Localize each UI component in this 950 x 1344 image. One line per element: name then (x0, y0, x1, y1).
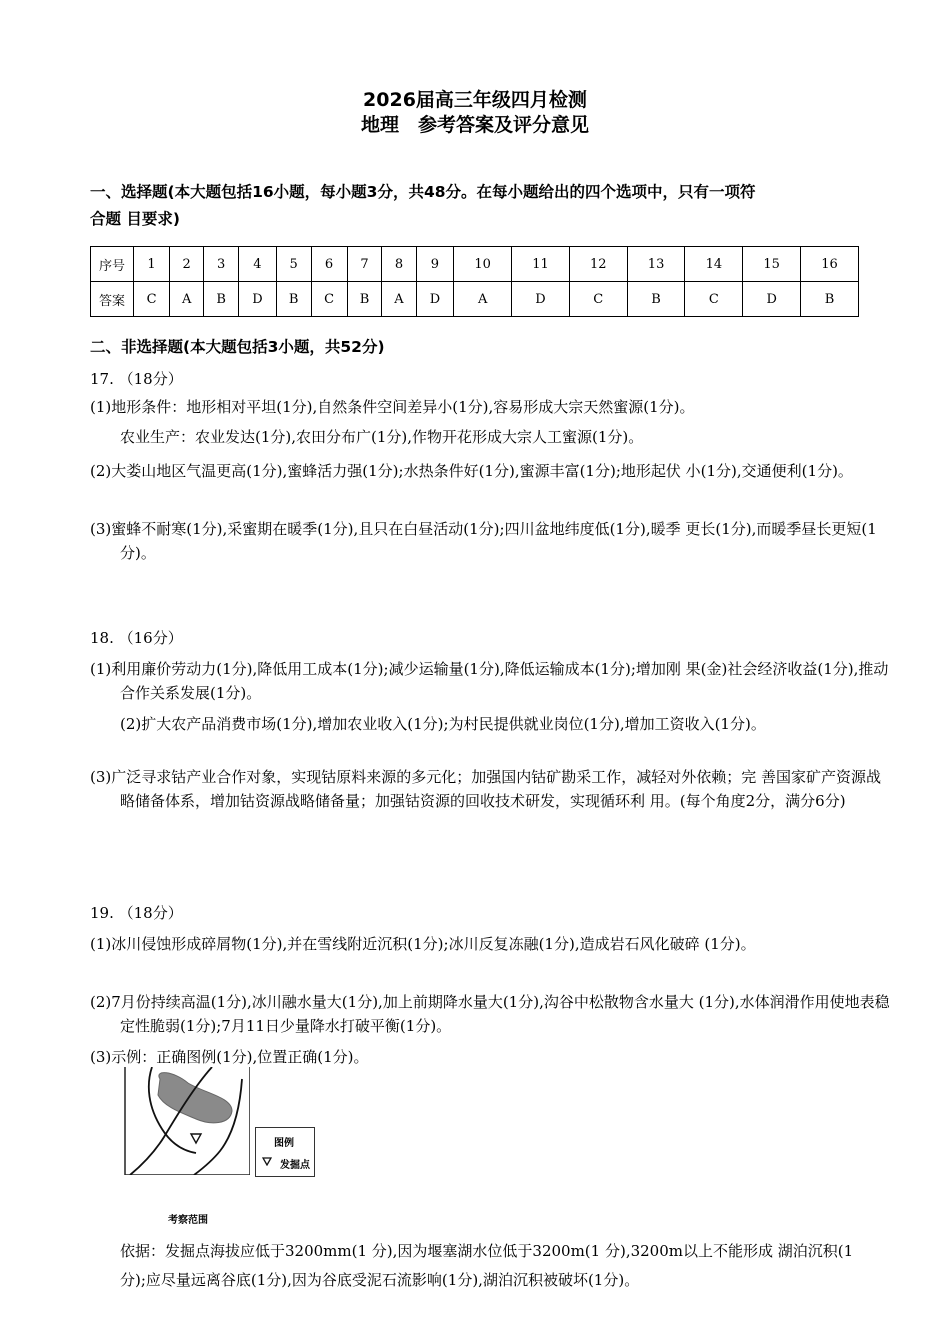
question-number-cell: 12 (569, 247, 627, 282)
answer-cell: A (170, 282, 204, 317)
answer-cell: B (627, 282, 685, 317)
q18-part3: (3)广泛寻求钴产业合作对象，实现钴原料来源的多元化；加强国内钴矿勘采工作，减轻对外依赖；完 善国家矿产资源战略储备体系，增加钴资源战略储备量；加强钴资源的回收技术研发，实现循环利 用。(每个角度2分，满分6分) (90, 768, 882, 810)
answer-cell: D (512, 282, 570, 317)
question-number-cell: 5 (276, 247, 311, 282)
answer-cell: D (239, 282, 277, 317)
q17-part1: (1)地形条件：地形相对平坦(1分),自然条件空间差异小(1分),容易形成大宗天然蜜源(1分)。 (90, 398, 695, 416)
question-number-cell: 16 (801, 247, 859, 282)
answer-cell: C (569, 282, 627, 317)
question-number-cell: 4 (239, 247, 277, 282)
q17-part1-cont: 农业生产：农业发达(1分),农田分布广(1分),作物开花形成大宗人工蜜源(1分)。 (120, 428, 644, 446)
q17-part3: (3)蜜蜂不耐寒(1分),采蜜期在暖季(1分),且只在白昼活动(1分);四川盆地纬度低(1分),暖季 更长(1分),而暖季昼长更短(1分)。 (90, 520, 877, 562)
answer-cell: B (347, 282, 382, 317)
answer-cell: A (382, 282, 416, 317)
answer-cell: D (743, 282, 801, 317)
section1-heading: 一、选择题(本大题包括16小题，每小题3分，共48分。在每小题给出的四个选项中，只有一项符 (90, 183, 756, 201)
question-number-cell: 14 (685, 247, 743, 282)
q19-part3: (3)示例：正确图例(1分),位置正确(1分)。 (90, 1048, 369, 1066)
question-number-cell: 7 (347, 247, 382, 282)
legend-title: 图例 (274, 1138, 294, 1149)
answer-cell: A (454, 282, 512, 317)
question-number-cell: 10 (454, 247, 512, 282)
answer-cell: B (276, 282, 311, 317)
question-number-cell: 11 (512, 247, 570, 282)
row-label-answer: 答案 (91, 282, 134, 317)
answer-cell: B (801, 282, 859, 317)
question-number-cell: 1 (134, 247, 170, 282)
triangle-down-icon (262, 1157, 272, 1166)
question-number-cell: 9 (416, 247, 454, 282)
answer-table (90, 246, 859, 317)
q19-part1: (1)冰川侵蚀形成碎屑物(1分),并在雪线附近沉积(1分);冰川反复冻融(1分),造成岩石风化破碎 (1分)。 (90, 935, 756, 953)
q19-title: 19. （18分） (90, 904, 183, 922)
question-number-cell: 6 (311, 247, 347, 282)
question-number-cell: 8 (382, 247, 416, 282)
table-row-answers (91, 282, 859, 317)
question-number-cell: 3 (204, 247, 239, 282)
answer-cell: C (134, 282, 170, 317)
q18-part2: (2)扩大农产品消费市场(1分),增加农业收入(1分);为村民提供就业岗位(1分),增加工资收入(1分)。 (120, 715, 766, 733)
question-number-cell: 15 (743, 247, 801, 282)
survey-map (124, 1067, 250, 1175)
q19-part2: (2)7月份持续高温(1分),冰川融水量大(1分),加上前期降水量大(1分),沟谷中松散物含水量大 (1分),水体润滑作用使地表稳定性脆弱(1分);7月11日少量降水打破平衡(1分)。 (90, 993, 890, 1035)
doc-title: 2026届高三年级四月检测 (363, 89, 587, 111)
q17-title: 17. （18分） (90, 370, 183, 388)
q17-part2: (2)大娄山地区气温更高(1分),蜜蜂活力强(1分);水热条件好(1分),蜜源丰富(1分);地形起伏 小(1分),交通便利(1分)。 (90, 462, 853, 480)
table-row-numbers (91, 247, 859, 282)
question-number-cell: 13 (627, 247, 685, 282)
map-legend (255, 1127, 315, 1177)
section1-heading-cont: 合题 目要求) (90, 210, 180, 228)
answer-cell: B (204, 282, 239, 317)
answer-cell: C (311, 282, 347, 317)
q18-part1: (1)利用廉价劳动力(1分),降低用工成本(1分);减少运输量(1分),降低运输成本(1分);增加刚 果(金)社会经济收益(1分),推动合作关系发展(1分)。 (90, 660, 889, 702)
q19-basis: 依据：发掘点海拔应低于3200mm(1 分),因为堰塞湖水位低于3200m(1 分),3200m以上不能形成 湖泊沉积(1分);应尽量远离谷底(1分),因为谷底受泥石流影响(1分),湖泊沉积被破坏(1分)。 (120, 1242, 854, 1289)
answer-cell: C (685, 282, 743, 317)
q18-title: 18. （16分） (90, 629, 183, 647)
row-label-number: 序号 (91, 247, 134, 282)
legend-item-label: 发掘点 (280, 1160, 310, 1171)
section2-heading: 二、非选择题(本大题包括3小题，共52分) (90, 338, 385, 356)
doc-subtitle: 地理 参考答案及评分意见 (360, 114, 589, 136)
answer-cell: D (416, 282, 454, 317)
question-number-cell: 2 (170, 247, 204, 282)
excavation-point-icon (191, 1134, 201, 1143)
map-caption: 考察范围 (168, 1215, 208, 1226)
